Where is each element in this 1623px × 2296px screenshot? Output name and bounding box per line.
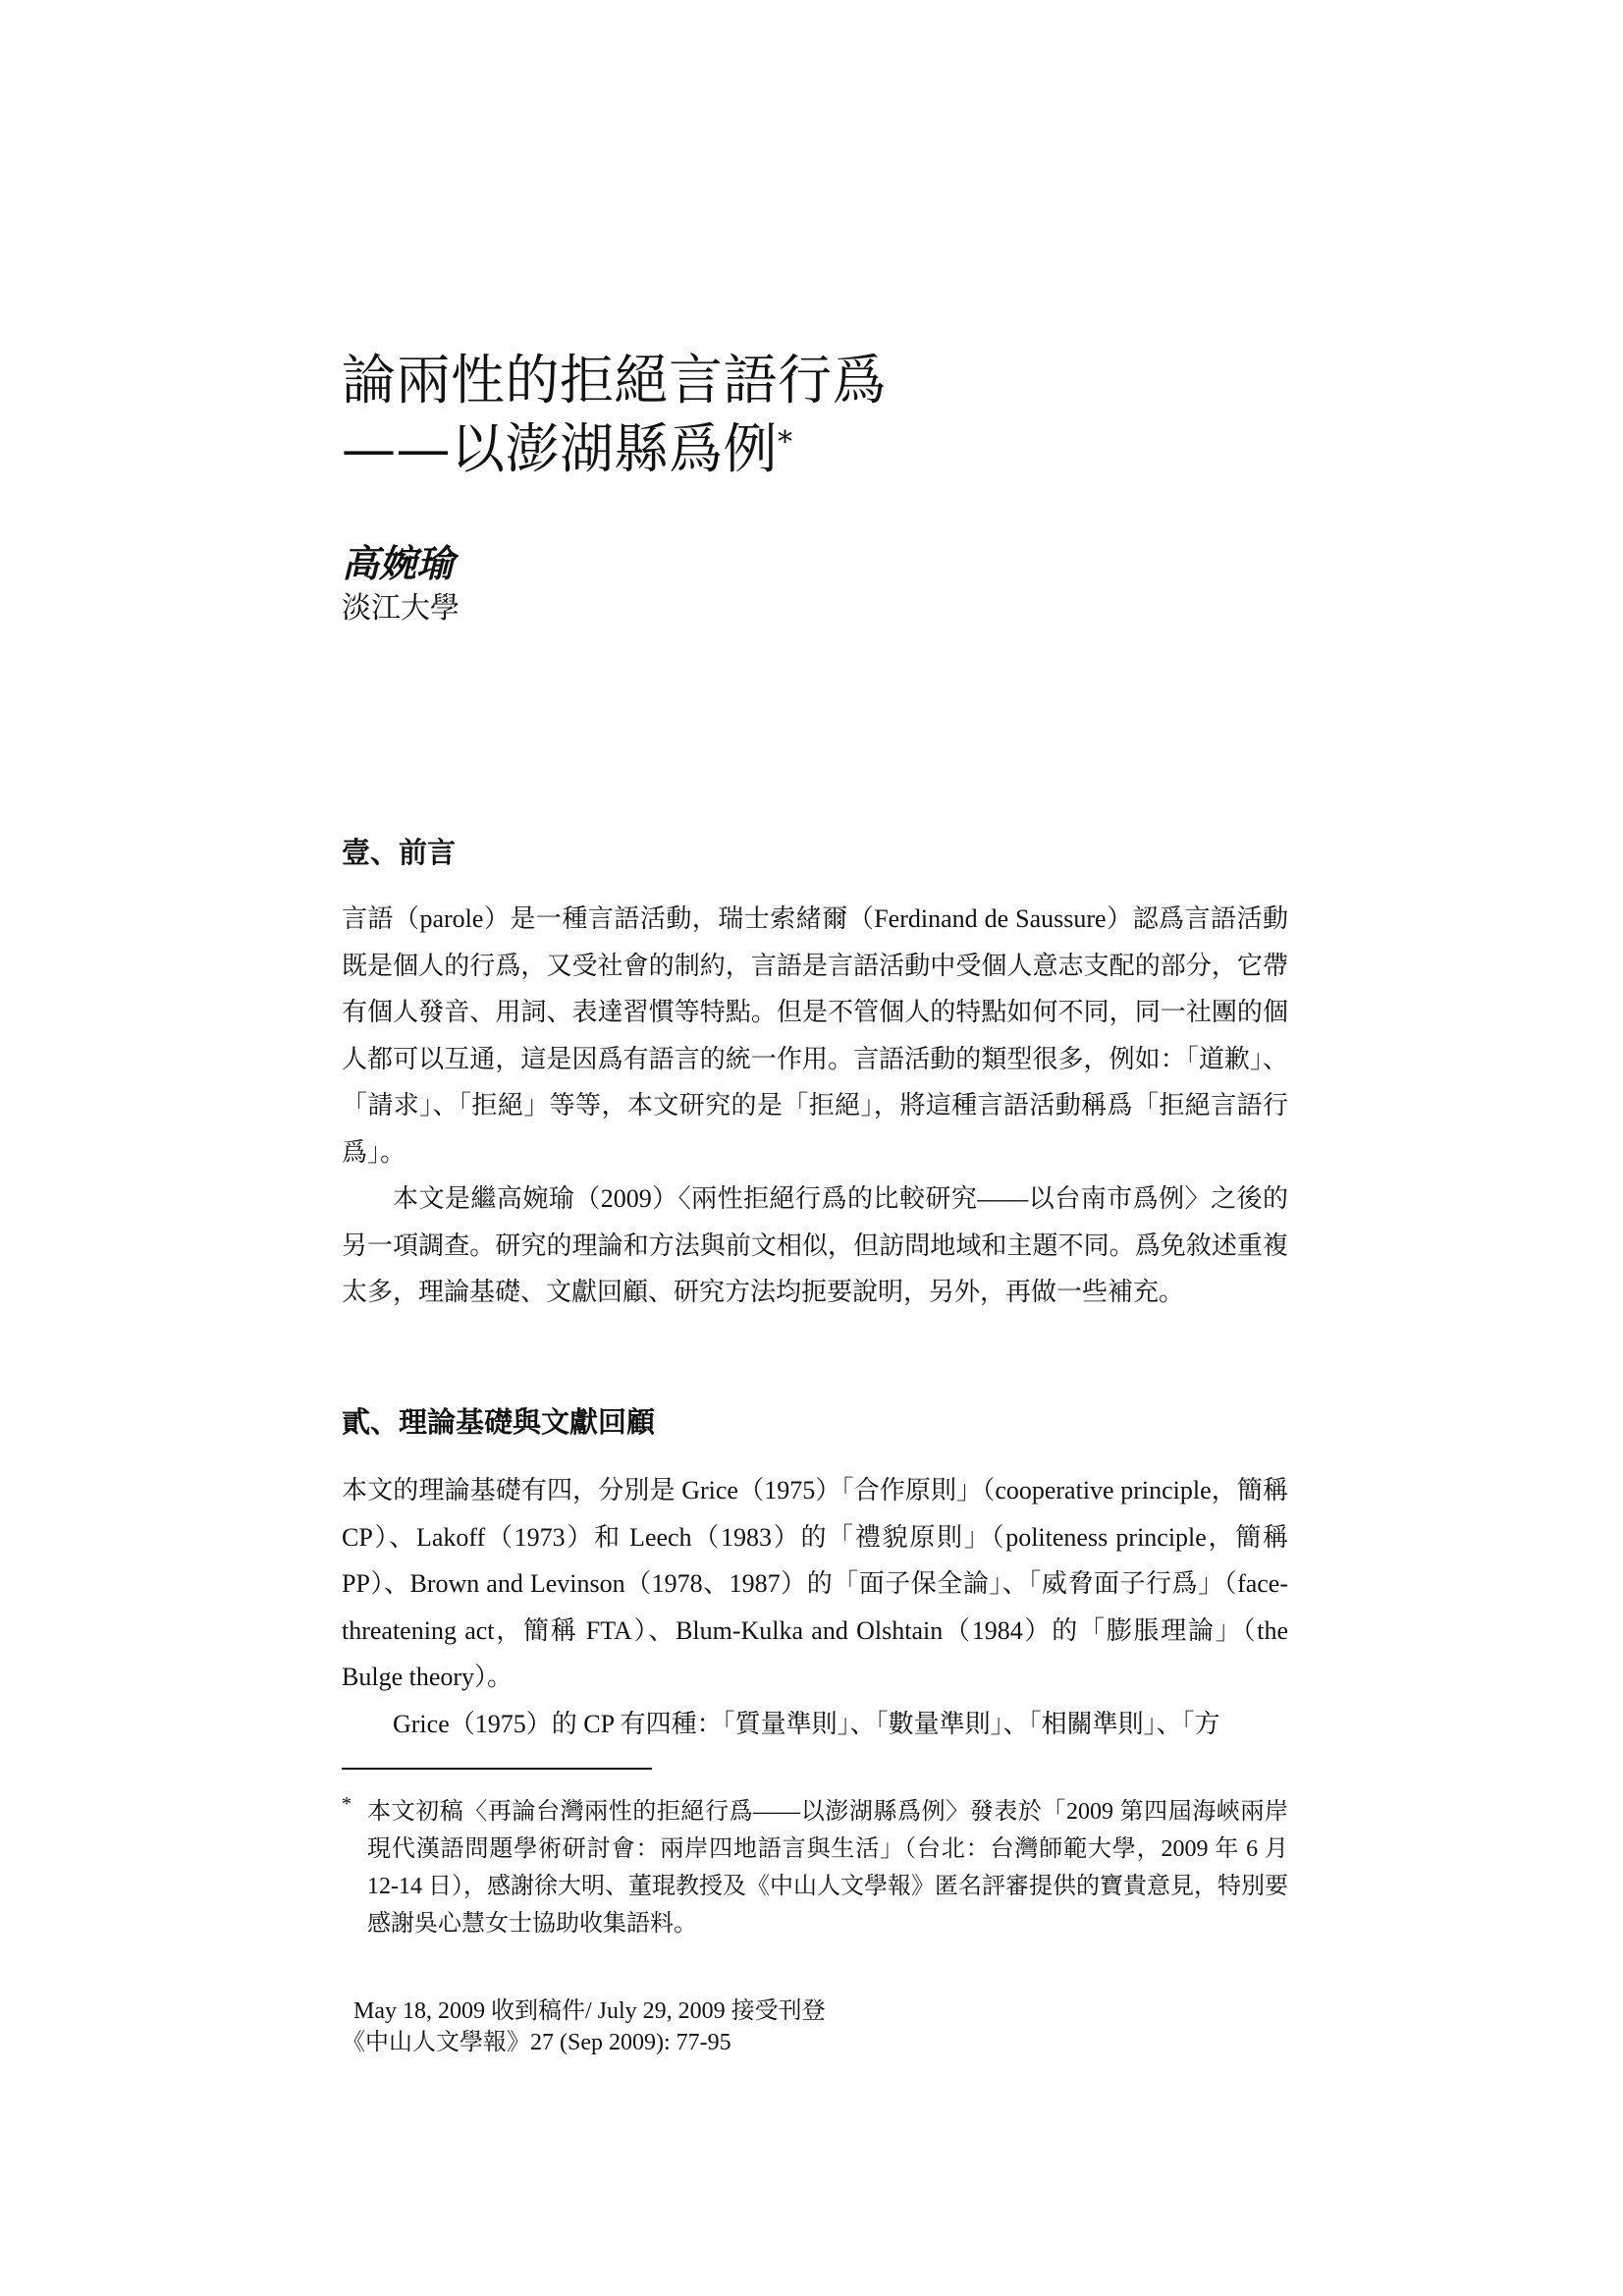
- author-name: 高婉瑜: [342, 541, 455, 585]
- title-line-1: 論兩性的拒絕言語行爲: [342, 349, 888, 411]
- footnote-text: 本文初稿〈再論台灣兩性的拒絕行爲——以澎湖縣爲例〉發表於「2009 第四屆海峽兩岸現代漢語問題學術研討會：兩岸四地語言與生活」（台北：台灣師範大學，2009 年 6 月 12-14 日），感謝徐大明、董琨教授及《中山人文學報》匿名評審提供的寶貴意見，特別要感謝吳心慧女士協助收集語料。: [367, 1799, 1288, 1937]
- footnote-mark: *: [342, 1793, 352, 1815]
- title-line-2: [342, 414, 1324, 483]
- received-dates: May 18, 2009 收到稿件/ July 29, 2009 接受刊登: [353, 1998, 826, 2024]
- title-footnote-mark: *: [778, 425, 793, 460]
- paragraph: 言語（parole）是一種言語活動，瑞士索緒爾（Ferdinand de Saussure）認爲言語活動既是個人的行爲，又受社會的制約，言語是言語活動中受個人意志支配的部分，它帶有個人發音、用詞、表達習慣等特點。但是不管個人的特點如何不同，同一社團的個人都可以互通，這是因爲有語言的統一作用。言語活動的類型很多，例如：「道歉」、「請求」、「拒絕」等等，本文研究的是「拒絕」，將這種言語活動稱爲「拒絕言語行爲」。: [342, 904, 1288, 1167]
- section-body-introduction: [342, 896, 1288, 1316]
- paragraph: 本文的理論基礎有四，分別是 Grice（1975）「合作原則」（cooperative principle，簡稱 CP）、Lakoff（1973）和 Leech（1983）的「禮貌原則」（politeness principle，簡稱 PP）、Brown and Levinson（1978、1987）的「面子保全論」、「威脅面子行爲」（face-threatening act，簡稱 FTA）、Blum-Kulka and Olshtain（1984）的「膨脹理論」（the Bulge theory）。: [342, 1476, 1288, 1691]
- title-block: [342, 346, 1324, 483]
- section-heading-introduction: 壹、前言: [342, 836, 457, 869]
- section-heading-theory: 貳、理論基礎與文獻回顧: [342, 1405, 656, 1439]
- author-affiliation: 淡江大學: [342, 591, 460, 626]
- journal-citation: 《中山人文學報》27 (Sep 2009): 77-95: [342, 2030, 731, 2055]
- section-body-theory: [342, 1467, 1288, 1747]
- footnote-divider: [342, 1768, 652, 1770]
- footnote: [342, 1793, 1288, 1942]
- paragraph: Grice（1975）的 CP 有四種：「質量準則」、「數量準則」、「相關準則」、「方: [393, 1709, 1220, 1738]
- title-line-2-text: ——以澎湖縣爲例: [342, 417, 779, 480]
- paragraph: 本文是繼高婉瑜（2009）〈兩性拒絕行爲的比較研究——以台南市爲例〉之後的另一項調查。研究的理論和方法與前文相似，但訪問地域和主題不同。爲免敘述重複太多，理論基礎、文獻回顧、研究方法均扼要說明，另外，再做一些補充。: [342, 1184, 1288, 1306]
